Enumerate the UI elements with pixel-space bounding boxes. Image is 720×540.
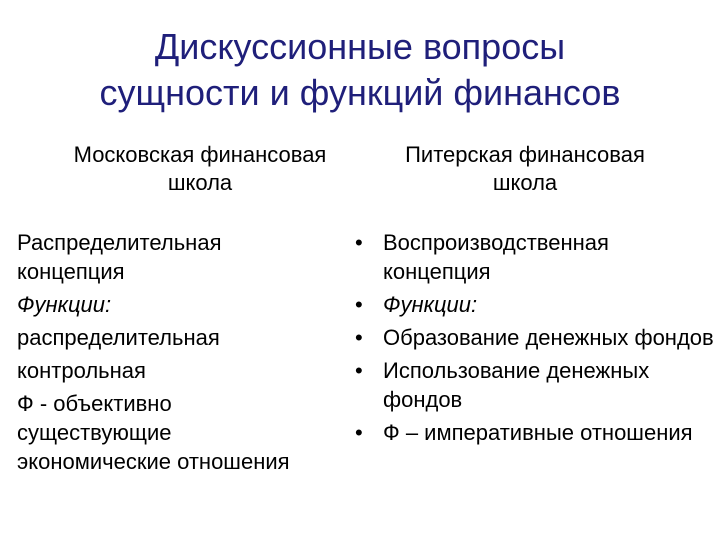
petersburg-heading-line-2: школа	[492, 170, 558, 195]
petersburg-item-usage-line-1: Использование денежных	[383, 358, 650, 383]
moscow-item-concept-line-1: Распределительная	[17, 230, 222, 255]
petersburg-item-definition-text: Ф – императивные отношения	[383, 420, 693, 445]
petersburg-item-concept-line-1: Воспроизводственная	[383, 230, 609, 255]
moscow-school-heading	[30, 141, 370, 197]
petersburg-item-functions	[353, 290, 720, 319]
moscow-item-distributive	[17, 323, 347, 352]
petersburg-item-concept-line-2: концепция	[383, 259, 491, 284]
petersburg-item-usage-line-2: фондов	[383, 387, 463, 412]
bullet-icon: •	[355, 292, 363, 317]
moscow-item-definition	[17, 389, 347, 476]
bullet-icon: •	[355, 230, 363, 255]
title-line-1: Дискуссионные вопросы	[154, 26, 566, 67]
moscow-item-distributive-text: распределительная	[17, 325, 220, 350]
title-line-2: сущности и функций финансов	[99, 72, 621, 113]
moscow-item-definition-line-1: Ф - объективно	[17, 391, 172, 416]
moscow-item-concept-line-2: концепция	[17, 259, 125, 284]
moscow-item-control	[17, 356, 347, 385]
moscow-item-control-text: контрольная	[17, 358, 146, 383]
petersburg-item-formation-text: Образование денежных фондов	[383, 325, 714, 350]
petersburg-item-usage	[353, 356, 720, 414]
bullet-icon: •	[355, 325, 363, 350]
moscow-item-concept	[17, 228, 347, 286]
petersburg-item-definition	[353, 418, 720, 447]
moscow-heading-line-1: Московская финансовая	[73, 142, 327, 167]
moscow-item-functions	[17, 290, 347, 319]
slide-title	[0, 24, 720, 116]
petersburg-item-concept	[353, 228, 720, 286]
petersburg-item-functions-label: Функции:	[383, 292, 478, 317]
bullet-icon: •	[355, 358, 363, 383]
moscow-item-functions-label: Функции:	[17, 292, 112, 317]
petersburg-school-heading	[355, 141, 695, 197]
petersburg-school-list	[353, 228, 720, 451]
petersburg-heading-line-1: Питерская финансовая	[405, 142, 645, 167]
moscow-heading-line-2: школа	[167, 170, 233, 195]
moscow-school-list	[17, 228, 347, 476]
petersburg-item-formation	[353, 323, 720, 352]
moscow-item-definition-line-3: экономические отношения	[17, 449, 290, 474]
moscow-item-definition-line-2: существующие	[17, 420, 172, 445]
bullet-icon: •	[355, 420, 363, 445]
